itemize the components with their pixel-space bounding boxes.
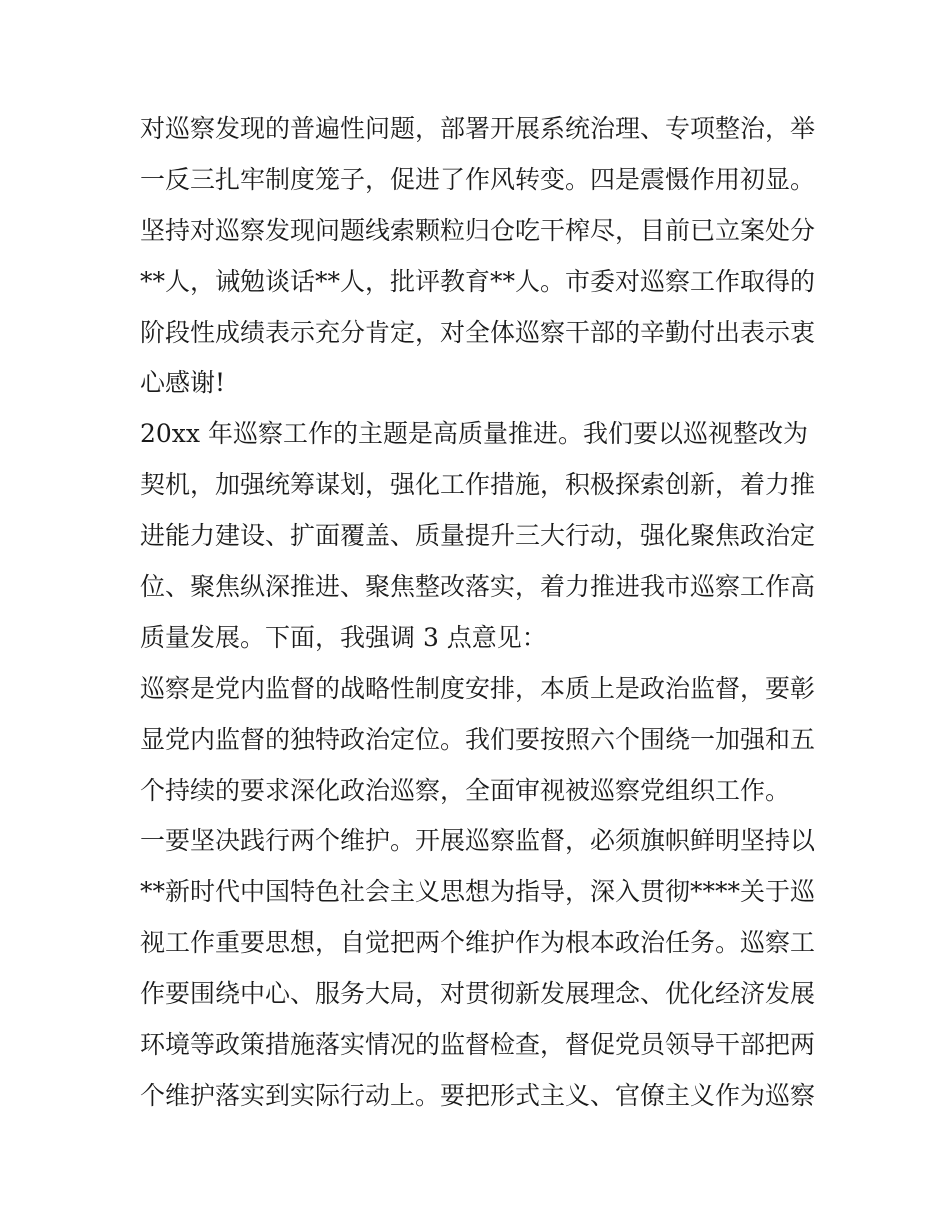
- text-line-10: 位、聚焦纵深推进、聚焦整改落实，着力推进我市巡察工作高: [140, 572, 816, 602]
- body-text: [140, 104, 820, 1122]
- text-line-18: 作要围绕中心、服务大局，对贯彻新发展理念、优化经济发展: [140, 979, 816, 1009]
- text-line-15: 一要坚决践行两个维护。开展巡察监督，必须旗帜鲜明坚持以: [140, 826, 816, 856]
- text-line-6: 心感谢!: [140, 368, 226, 398]
- text-line-16: **新时代中国特色社会主义思想为指导，深入贯彻****关于巡: [140, 877, 816, 907]
- text-line-13: 显党内监督的独特政治定位。我们要按照六个围绕一加强和五: [140, 724, 816, 754]
- text-line-8: 契机，加强统筹谋划，强化工作措施，积极探索创新，着力推: [140, 470, 816, 500]
- text-line-9: 进能力建设、扩面覆盖、质量提升三大行动，强化聚焦政治定: [140, 521, 816, 551]
- text-line-5: 阶段性成绩表示充分肯定，对全体巡察干部的辛勤付出表示衷: [140, 317, 816, 347]
- text-line-17: 视工作重要思想，自觉把两个维护作为根本政治任务。巡察工: [140, 928, 816, 958]
- text-line-2: 一反三扎牢制度笼子，促进了作风转变。四是震慑作用初显。: [140, 164, 816, 194]
- text-line-4: **人，诫勉谈话**人，批评教育**人。市委对巡察工作取得的: [140, 266, 816, 296]
- text-line-12: 巡察是党内监督的战略性制度安排，本质上是政治监督，要彰: [140, 673, 816, 703]
- text-line-14: 个持续的要求深化政治巡察，全面审视被巡察党组织工作。: [140, 775, 791, 805]
- text-line-7: 20xx 年巡察工作的主题是高质量推进。我们要以巡视整改为: [140, 419, 808, 449]
- text-line-3: 坚持对巡察发现问题线索颗粒归仓吃干榨尽，目前已立案处分: [140, 215, 816, 245]
- text-line-11: 质量发展。下面，我强调 3 点意见：: [140, 622, 547, 652]
- text-line-19: 环境等政策措施落实情况的监督检查，督促党员领导干部把两: [140, 1030, 816, 1060]
- text-line-1: 对巡察发现的普遍性问题，部署开展系统治理、专项整治，举: [140, 114, 816, 143]
- text-line-20: 个维护落实到实际行动上。要把形式主义、官僚主义作为巡察: [140, 1080, 816, 1110]
